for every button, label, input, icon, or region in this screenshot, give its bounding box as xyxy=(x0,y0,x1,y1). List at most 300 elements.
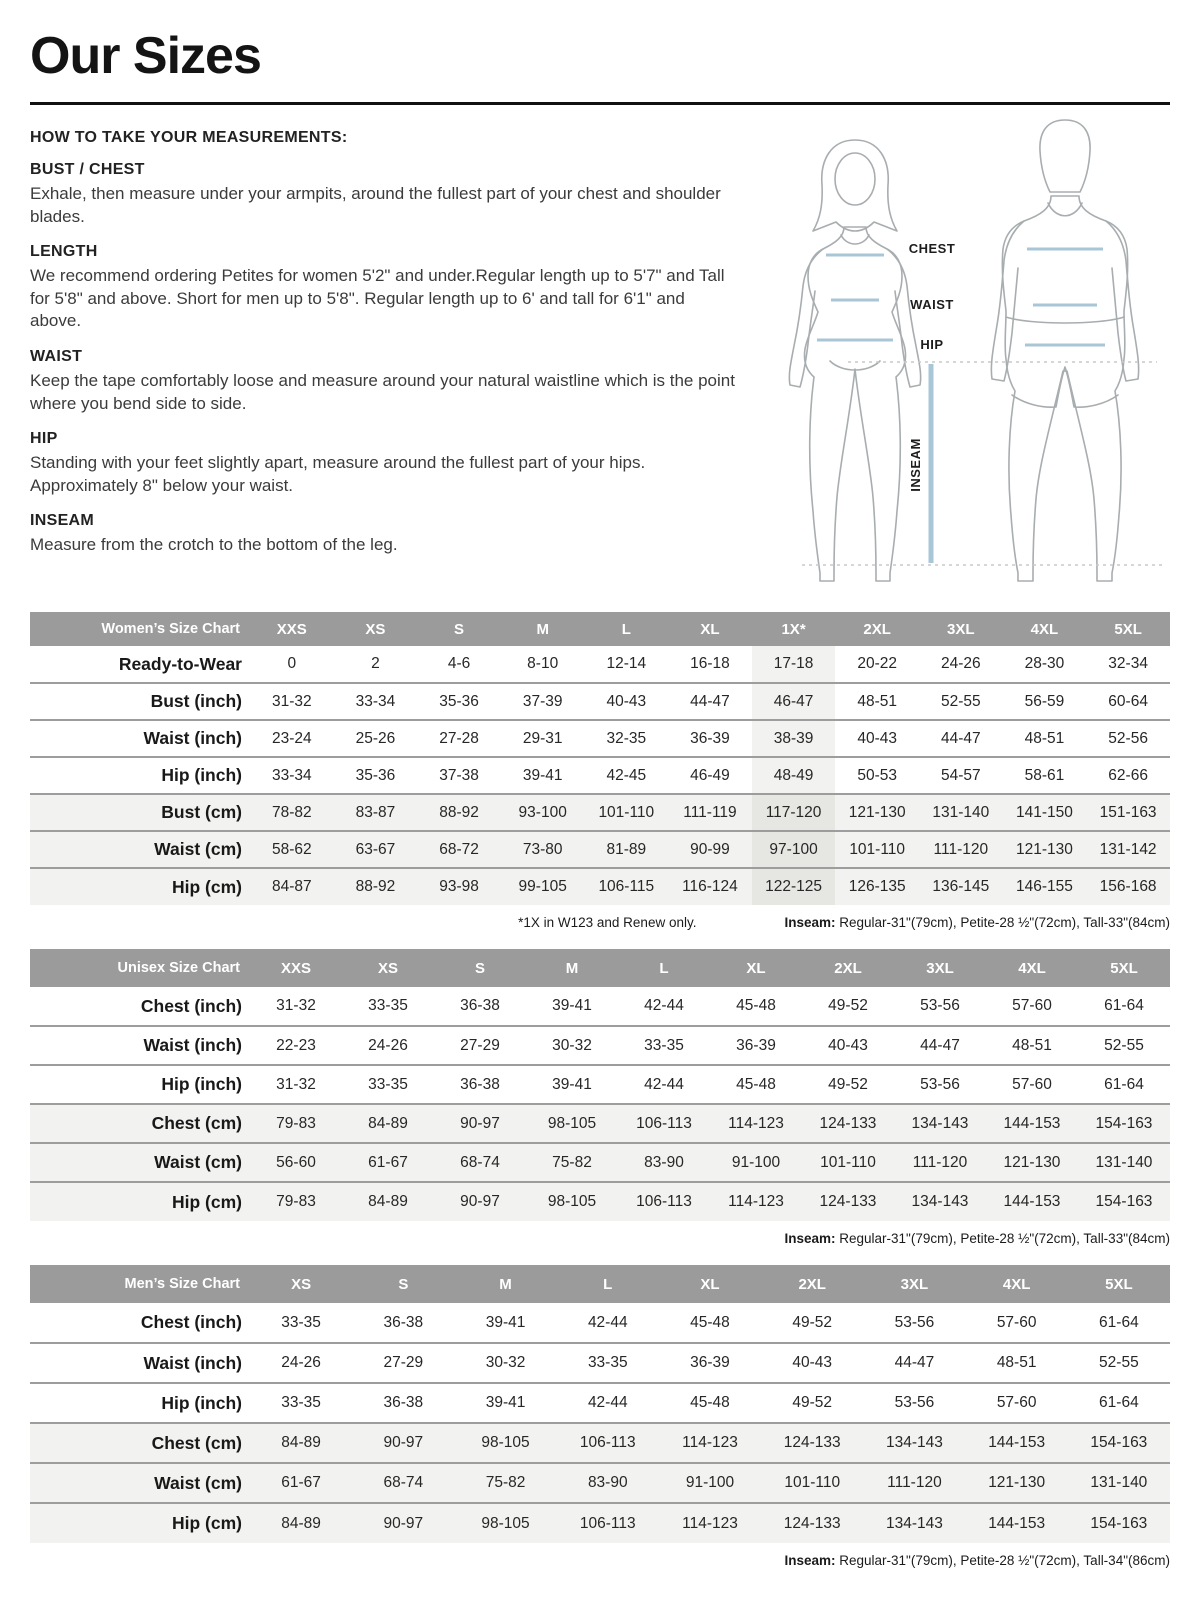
section-title: LENGTH xyxy=(30,243,98,261)
size-value-cell: 136-145 xyxy=(919,868,1003,905)
size-value-cell: 60-64 xyxy=(1108,692,1148,710)
size-value-cell: 121-130 xyxy=(966,1463,1068,1503)
size-value-cell: 37-38 xyxy=(439,766,479,784)
size-value-cell: 4-6 xyxy=(447,655,471,672)
measurement-instructions xyxy=(30,129,750,572)
size-value-cell: 48-51 xyxy=(1012,1036,1052,1054)
size-column-header: XL xyxy=(710,949,802,987)
row-label: Hip (cm) xyxy=(30,1503,250,1543)
size-value-cell: 134-143 xyxy=(863,1423,965,1463)
size-table-row xyxy=(30,1383,1170,1423)
size-value-cell: 101-110 xyxy=(585,794,669,831)
size-value-cell: 36-39 xyxy=(690,1354,730,1371)
size-value-cell: 122-125 xyxy=(752,868,836,905)
row-label: Chest (cm) xyxy=(30,1104,250,1143)
size-value-cell: 98-105 xyxy=(526,1104,618,1143)
size-value-cell: 33-35 xyxy=(368,1075,408,1093)
size-table-row xyxy=(30,757,1170,794)
size-column-header: XS xyxy=(334,612,418,646)
size-value-cell: 53-56 xyxy=(920,997,960,1014)
size-value-cell: 45-48 xyxy=(690,1394,730,1411)
size-value-cell: 106-113 xyxy=(557,1503,659,1543)
row-label: Hip (inch) xyxy=(161,1074,242,1094)
size-column-header: XXS xyxy=(250,949,342,987)
size-value-cell: 84-87 xyxy=(250,868,334,905)
body-measurement-diagram xyxy=(750,115,1170,590)
size-column-header: XS xyxy=(250,1265,352,1303)
size-value-cell: 98-105 xyxy=(526,1182,618,1221)
size-value-cell: 144-153 xyxy=(966,1503,1068,1543)
size-value-cell: 144-153 xyxy=(986,1104,1078,1143)
size-value-cell: 90-99 xyxy=(668,831,752,868)
row-label: Chest (inch) xyxy=(140,1312,242,1332)
size-value-cell: 114-123 xyxy=(659,1503,761,1543)
size-value-cell: 154-163 xyxy=(1068,1423,1170,1463)
size-value-cell: 40-43 xyxy=(792,1354,833,1371)
size-value-cell: 33-35 xyxy=(281,1394,321,1411)
inseam-note-label: Inseam: xyxy=(784,1231,836,1246)
size-value-cell: 42-44 xyxy=(587,1313,628,1331)
size-value-cell: 53-56 xyxy=(894,1313,935,1331)
size-value-cell: 78-82 xyxy=(250,794,334,831)
size-value-cell: 24-26 xyxy=(281,1354,321,1371)
size-value-cell: 31-32 xyxy=(276,1075,316,1093)
size-table-row xyxy=(30,1463,1170,1503)
size-value-cell: 45-48 xyxy=(736,997,776,1014)
size-value-cell: 50-53 xyxy=(857,766,898,784)
section-length xyxy=(30,243,750,333)
section-inseam xyxy=(30,512,750,557)
size-value-cell: 56-60 xyxy=(250,1143,342,1182)
size-value-cell: 124-133 xyxy=(761,1503,863,1543)
size-value-cell: 48-51 xyxy=(996,1354,1037,1371)
size-value-cell: 35-36 xyxy=(355,766,396,784)
size-column-header: 2XL xyxy=(761,1265,863,1303)
size-value-cell: 61-64 xyxy=(1099,1313,1139,1331)
inseam-note-text: Regular-31"(79cm), Petite-28 ½"(72cm), Tall-34"(86cm) xyxy=(835,1553,1170,1568)
size-value-cell: 42-44 xyxy=(587,1394,628,1411)
size-value-cell: 57-60 xyxy=(996,1313,1037,1331)
size-column-header: S xyxy=(434,949,526,987)
size-table-row xyxy=(30,1303,1170,1343)
size-value-cell: 114-123 xyxy=(710,1182,802,1221)
size-value-cell: 53-56 xyxy=(894,1394,935,1411)
size-value-cell: 52-56 xyxy=(1108,729,1148,747)
size-value-cell: 29-31 xyxy=(522,729,563,747)
row-label: Hip (cm) xyxy=(30,868,250,905)
size-column-header: 3XL xyxy=(919,612,1003,646)
size-value-cell: 0 xyxy=(287,655,297,672)
size-value-cell: 106-113 xyxy=(618,1104,710,1143)
size-value-cell: 30-32 xyxy=(485,1354,526,1371)
size-value-cell: 32-34 xyxy=(1108,655,1148,672)
size-value-cell: 44-47 xyxy=(690,692,730,710)
size-value-cell: 99-105 xyxy=(501,868,585,905)
size-value-cell: 124-133 xyxy=(802,1104,894,1143)
womens-chart-footnotes xyxy=(30,915,1170,933)
table-header-row xyxy=(30,949,1170,987)
size-value-cell: 32-35 xyxy=(606,729,647,747)
section-waist xyxy=(30,348,750,415)
section-body: We recommend ordering Petites for women 5'2" and under.Regular length up to 5'7" and Tall for 5'8" and above. Short for men up to 5'8". Regular length up to 6' and tall for 6'1" and above. xyxy=(30,266,725,331)
size-value-cell: 131-140 xyxy=(1078,1143,1170,1182)
size-value-cell: 24-26 xyxy=(368,1036,408,1054)
unisex-inseam-note xyxy=(784,1231,1170,1249)
section-bust-chest xyxy=(30,161,750,228)
size-value-cell: 156-168 xyxy=(1086,868,1170,905)
size-value-cell: 54-57 xyxy=(940,766,981,784)
size-value-cell: 81-89 xyxy=(585,831,669,868)
size-value-cell: 48-49 xyxy=(752,757,836,794)
size-table-row xyxy=(30,1104,1170,1143)
size-column-header: S xyxy=(352,1265,454,1303)
inseam-note-text: Regular-31"(79cm), Petite-28 ½"(72cm), Tall-33"(84cm) xyxy=(835,1231,1170,1246)
size-column-header: 5XL xyxy=(1078,949,1170,987)
size-value-cell: 33-35 xyxy=(644,1036,684,1054)
size-value-cell: 84-89 xyxy=(342,1104,434,1143)
size-column-header: 2XL xyxy=(802,949,894,987)
size-value-cell: 33-35 xyxy=(587,1354,628,1371)
size-column-header: 3XL xyxy=(863,1265,965,1303)
size-value-cell: 91-100 xyxy=(659,1463,761,1503)
size-value-cell: 154-163 xyxy=(1078,1104,1170,1143)
size-value-cell: 33-35 xyxy=(281,1313,321,1331)
size-table xyxy=(30,949,1170,1221)
section-hip xyxy=(30,430,750,497)
size-value-cell: 126-135 xyxy=(835,868,919,905)
mens-chart-footnotes xyxy=(30,1553,1170,1571)
size-value-cell: 93-100 xyxy=(501,794,585,831)
size-value-cell: 37-39 xyxy=(522,692,563,710)
size-column-header: XL xyxy=(668,612,752,646)
womens-inseam-note xyxy=(784,915,1170,933)
size-value-cell: 131-140 xyxy=(919,794,1003,831)
size-value-cell: 49-52 xyxy=(828,1075,868,1093)
row-label: Ready-to-Wear xyxy=(118,653,242,674)
size-value-cell: 25-26 xyxy=(355,729,396,747)
size-value-cell: 45-48 xyxy=(690,1313,730,1331)
size-value-cell: 39-41 xyxy=(485,1313,526,1331)
size-value-cell: 57-60 xyxy=(1012,1075,1052,1093)
size-value-cell: 61-64 xyxy=(1104,1075,1144,1093)
size-value-cell: 33-35 xyxy=(368,997,408,1014)
size-value-cell: 131-140 xyxy=(1068,1463,1170,1503)
size-value-cell: 90-97 xyxy=(352,1503,454,1543)
size-value-cell: 144-153 xyxy=(986,1182,1078,1221)
size-value-cell: 124-133 xyxy=(761,1423,863,1463)
size-value-cell: 40-43 xyxy=(828,1036,868,1054)
size-table-row xyxy=(30,987,1170,1026)
size-column-header: M xyxy=(526,949,618,987)
size-value-cell: 20-22 xyxy=(857,655,898,672)
table-title: Women’s Size Chart xyxy=(30,612,250,646)
size-value-cell: 101-110 xyxy=(835,831,919,868)
size-value-cell: 84-89 xyxy=(250,1503,352,1543)
size-value-cell: 73-80 xyxy=(501,831,585,868)
size-value-cell: 17-18 xyxy=(752,646,836,683)
size-table-row xyxy=(30,1026,1170,1065)
size-value-cell: 106-113 xyxy=(618,1182,710,1221)
size-value-cell: 84-89 xyxy=(250,1423,352,1463)
row-label: Waist (cm) xyxy=(30,1463,250,1503)
size-value-cell: 61-67 xyxy=(342,1143,434,1182)
page-title: Our Sizes xyxy=(30,27,261,85)
mens-inseam-note xyxy=(784,1553,1170,1571)
size-table-row xyxy=(30,1503,1170,1543)
size-column-header: 3XL xyxy=(894,949,986,987)
size-value-cell: 35-36 xyxy=(439,692,479,710)
size-value-cell: 111-119 xyxy=(668,794,752,831)
size-value-cell: 49-52 xyxy=(792,1313,833,1331)
size-table-row xyxy=(30,831,1170,868)
section-title: HIP xyxy=(30,430,58,448)
size-charts xyxy=(30,612,1170,1571)
size-value-cell: 121-130 xyxy=(835,794,919,831)
section-title: WAIST xyxy=(30,348,83,366)
womens-size-chart xyxy=(30,612,1170,905)
size-value-cell: 68-74 xyxy=(434,1143,526,1182)
size-value-cell: 42-44 xyxy=(644,1075,684,1093)
size-table-row xyxy=(30,1143,1170,1182)
row-label: Waist (cm) xyxy=(30,1143,250,1182)
section-body: Exhale, then measure under your armpits, around the fullest part of your chest and shoulder blades. xyxy=(30,184,721,226)
size-column-header: XXS xyxy=(250,612,334,646)
size-column-header: 5XL xyxy=(1068,1265,1170,1303)
section-body: Standing with your feet slightly apart, measure around the fullest part of your hips. Approximately 8" below your waist. xyxy=(30,453,646,495)
table-title: Unisex Size Chart xyxy=(30,949,250,987)
row-label: Waist (cm) xyxy=(30,831,250,868)
size-value-cell: 39-41 xyxy=(522,766,563,784)
size-value-cell: 16-18 xyxy=(690,655,730,672)
row-label: Waist (inch) xyxy=(143,1352,242,1373)
size-value-cell: 98-105 xyxy=(454,1423,556,1463)
measurement-instructions-and-figure xyxy=(30,129,1170,590)
size-value-cell: 121-130 xyxy=(1003,831,1087,868)
size-value-cell: 79-83 xyxy=(250,1182,342,1221)
size-value-cell: 154-163 xyxy=(1068,1503,1170,1543)
size-value-cell: 131-142 xyxy=(1086,831,1170,868)
section-title: BUST / CHEST xyxy=(30,161,145,178)
size-table-row xyxy=(30,1423,1170,1463)
size-value-cell: 30-32 xyxy=(552,1036,592,1054)
size-value-cell: 84-89 xyxy=(342,1182,434,1221)
size-table-row xyxy=(30,646,1170,683)
size-value-cell: 46-47 xyxy=(752,683,836,720)
table-title: Men’s Size Chart xyxy=(30,1265,250,1303)
body-figures-illustration xyxy=(750,115,1170,590)
row-label: Hip (inch) xyxy=(161,1392,242,1413)
size-value-cell: 61-67 xyxy=(250,1463,352,1503)
size-value-cell: 27-29 xyxy=(460,1036,500,1054)
inseam-label: INSEAM xyxy=(908,438,923,492)
size-value-cell: 2 xyxy=(371,655,380,672)
size-column-header: L xyxy=(618,949,710,987)
size-value-cell: 62-66 xyxy=(1108,766,1148,784)
size-table-row xyxy=(30,868,1170,905)
row-label: Bust (cm) xyxy=(30,794,250,831)
size-value-cell: 38-39 xyxy=(752,720,836,757)
size-column-header: M xyxy=(501,612,585,646)
size-table-row xyxy=(30,683,1170,720)
male-figure-outline xyxy=(991,120,1138,581)
row-label: Waist (inch) xyxy=(143,1035,242,1055)
size-column-header: 1X* xyxy=(752,612,836,646)
size-table xyxy=(30,1265,1170,1543)
size-value-cell: 88-92 xyxy=(334,868,418,905)
size-table-row xyxy=(30,1343,1170,1383)
size-value-cell: 111-120 xyxy=(919,831,1003,868)
size-table-row xyxy=(30,1065,1170,1104)
size-value-cell: 49-52 xyxy=(792,1394,833,1411)
size-value-cell: 154-163 xyxy=(1078,1182,1170,1221)
size-value-cell: 36-38 xyxy=(460,1075,500,1093)
size-value-cell: 31-32 xyxy=(271,692,312,710)
size-column-header: XL xyxy=(659,1265,761,1303)
one-x-footnote: *1X in W123 and Renew only. xyxy=(518,915,697,930)
size-value-cell: 144-153 xyxy=(966,1423,1068,1463)
size-value-cell: 36-38 xyxy=(383,1394,424,1411)
size-value-cell: 56-59 xyxy=(1024,692,1065,710)
size-value-cell: 63-67 xyxy=(334,831,418,868)
title-divider xyxy=(30,102,1170,105)
size-value-cell: 44-47 xyxy=(920,1036,960,1054)
size-value-cell: 141-150 xyxy=(1003,794,1087,831)
size-value-cell: 31-32 xyxy=(276,997,316,1014)
size-value-cell: 121-130 xyxy=(986,1143,1078,1182)
size-value-cell: 48-51 xyxy=(1024,729,1065,747)
size-value-cell: 90-97 xyxy=(434,1182,526,1221)
size-value-cell: 52-55 xyxy=(1104,1036,1144,1054)
size-table xyxy=(30,612,1170,905)
size-value-cell: 24-26 xyxy=(940,655,981,672)
size-value-cell: 146-155 xyxy=(1003,868,1087,905)
size-value-cell: 134-143 xyxy=(894,1104,986,1143)
size-value-cell: 114-123 xyxy=(659,1423,761,1463)
size-value-cell: 42-45 xyxy=(606,766,647,784)
size-value-cell: 36-38 xyxy=(460,997,500,1014)
size-column-header: 2XL xyxy=(835,612,919,646)
size-value-cell: 106-113 xyxy=(557,1423,659,1463)
size-value-cell: 57-60 xyxy=(996,1394,1037,1411)
size-value-cell: 49-52 xyxy=(828,997,868,1014)
inseam-note-label: Inseam: xyxy=(784,915,836,930)
size-value-cell: 106-115 xyxy=(585,868,669,905)
size-value-cell: 111-120 xyxy=(863,1463,965,1503)
size-value-cell: 27-29 xyxy=(383,1354,424,1371)
size-column-header: 4XL xyxy=(986,949,1078,987)
size-value-cell: 61-64 xyxy=(1104,997,1144,1014)
row-label: Waist (inch) xyxy=(143,728,242,748)
size-value-cell: 52-55 xyxy=(940,692,981,710)
size-value-cell: 40-43 xyxy=(606,692,647,710)
row-label: Hip (inch) xyxy=(161,765,242,785)
size-column-header: 5XL xyxy=(1086,612,1170,646)
size-value-cell: 33-34 xyxy=(271,766,312,784)
waist-label: WAIST xyxy=(910,297,954,312)
size-value-cell: 39-41 xyxy=(485,1394,526,1411)
size-value-cell: 45-48 xyxy=(736,1075,776,1093)
size-value-cell: 44-47 xyxy=(894,1354,935,1371)
size-value-cell: 44-47 xyxy=(940,729,981,747)
instructions-heading: HOW TO TAKE YOUR MEASUREMENTS: xyxy=(30,129,348,146)
size-value-cell: 58-62 xyxy=(250,831,334,868)
size-value-cell: 98-105 xyxy=(454,1503,556,1543)
size-value-cell: 36-39 xyxy=(690,729,730,747)
inseam-note-label: Inseam: xyxy=(784,1553,836,1568)
table-header-row xyxy=(30,612,1170,646)
size-value-cell: 75-82 xyxy=(526,1143,618,1182)
size-value-cell: 91-100 xyxy=(710,1143,802,1182)
size-value-cell: 117-120 xyxy=(752,794,836,831)
size-value-cell: 53-56 xyxy=(920,1075,960,1093)
size-table-row xyxy=(30,794,1170,831)
hip-label: HIP xyxy=(920,337,944,352)
size-column-header: S xyxy=(417,612,501,646)
section-body: Keep the tape comfortably loose and measure around your natural waistline which is the point where you bend side to side. xyxy=(30,371,735,413)
size-value-cell: 124-133 xyxy=(802,1182,894,1221)
mens-size-chart xyxy=(30,1265,1170,1543)
size-value-cell: 134-143 xyxy=(863,1503,965,1543)
table-header-row xyxy=(30,1265,1170,1303)
section-title: INSEAM xyxy=(30,512,95,530)
size-value-cell: 33-34 xyxy=(355,692,396,710)
size-value-cell: 83-90 xyxy=(618,1143,710,1182)
size-value-cell: 23-24 xyxy=(271,729,312,747)
size-value-cell: 97-100 xyxy=(752,831,836,868)
size-value-cell: 22-23 xyxy=(276,1036,316,1054)
size-table-row xyxy=(30,1182,1170,1221)
size-value-cell: 75-82 xyxy=(454,1463,556,1503)
row-label: Chest (inch) xyxy=(140,995,242,1016)
size-value-cell: 88-92 xyxy=(417,794,501,831)
size-value-cell: 48-51 xyxy=(857,692,898,710)
size-value-cell: 28-30 xyxy=(1024,655,1065,672)
size-value-cell: 42-44 xyxy=(644,997,684,1014)
size-column-header: L xyxy=(585,612,669,646)
size-column-header: 4XL xyxy=(966,1265,1068,1303)
female-figure-outline xyxy=(789,140,920,581)
chest-label: CHEST xyxy=(908,241,956,256)
size-value-cell: 90-97 xyxy=(434,1104,526,1143)
unisex-size-chart xyxy=(30,949,1170,1221)
size-value-cell: 36-39 xyxy=(736,1036,776,1054)
inseam-note-text: Regular-31"(79cm), Petite-28 ½"(72cm), Tall-33"(84cm) xyxy=(835,915,1170,930)
size-value-cell: 58-61 xyxy=(1024,766,1065,784)
size-value-cell: 52-55 xyxy=(1099,1354,1139,1371)
size-value-cell: 101-110 xyxy=(761,1463,863,1503)
section-body: Measure from the crotch to the bottom of the leg. xyxy=(30,535,398,555)
size-value-cell: 83-90 xyxy=(557,1463,659,1503)
size-value-cell: 61-64 xyxy=(1099,1394,1139,1411)
size-value-cell: 90-97 xyxy=(352,1423,454,1463)
size-value-cell: 39-41 xyxy=(552,997,592,1014)
size-value-cell: 116-124 xyxy=(668,868,752,905)
size-table-row xyxy=(30,720,1170,757)
row-label: Chest (cm) xyxy=(30,1423,250,1463)
size-value-cell: 27-28 xyxy=(439,729,479,747)
size-column-header: L xyxy=(557,1265,659,1303)
size-column-header: M xyxy=(454,1265,556,1303)
unisex-chart-footnotes xyxy=(30,1231,1170,1249)
row-label: Hip (cm) xyxy=(30,1182,250,1221)
size-value-cell: 46-49 xyxy=(690,766,730,784)
size-value-cell: 151-163 xyxy=(1086,794,1170,831)
size-value-cell: 68-72 xyxy=(417,831,501,868)
size-value-cell: 83-87 xyxy=(334,794,418,831)
size-value-cell: 111-120 xyxy=(894,1143,986,1182)
size-value-cell: 134-143 xyxy=(894,1182,986,1221)
size-value-cell: 39-41 xyxy=(552,1075,592,1093)
